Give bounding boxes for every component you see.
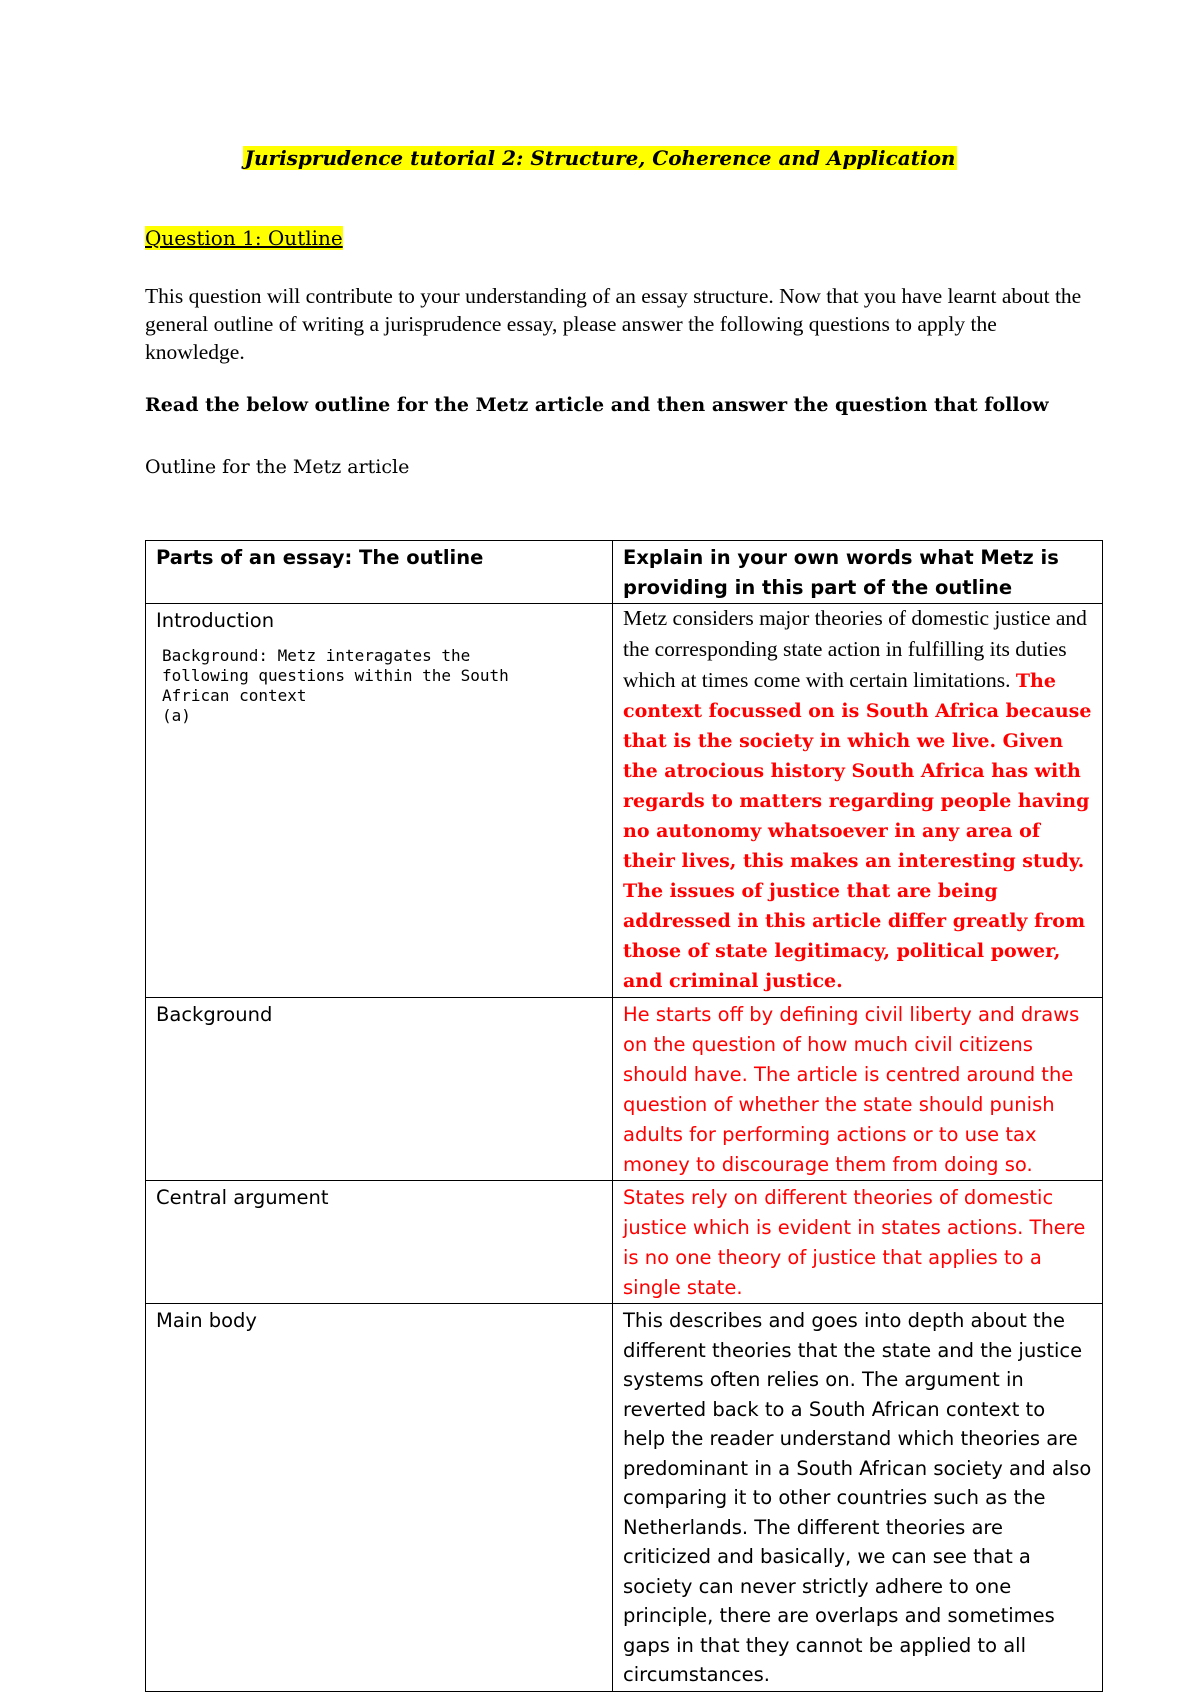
answer-text-black: Metz considers major theories of domestic justice and the corresponding state action in fulfilling its duties which at times come with certain limitations.: [623, 606, 1087, 692]
table-row: [146, 1304, 1103, 1692]
table-row: [146, 604, 1103, 998]
background-note: Background: Metz interagates the following questions within the South African context (a): [162, 646, 509, 725]
table-row: [146, 1181, 1103, 1304]
answer-text-red: States rely on different theories of domestic justice which is evident in states actions. There is no one theory of justice that applies to a single state.: [623, 1186, 1086, 1299]
document-title-text: Jurisprudence tutorial 2: Structure, Coherence and Application: [244, 146, 956, 170]
answer-text-black: This describes and goes into depth about the different theories that the state and the justice systems often relies on. The argument in reverted back to a South African context to help the reader understand which theories are predominant in a South African society and also comparing it to other countries such as the Netherlands. The different theories are criticized and basically, we can see that a society can never strictly adhere to one principle, there are overlaps and sometimes gaps in that they cannot be applied to all circumstances.: [623, 1309, 1092, 1686]
question-heading: [145, 226, 343, 250]
row-central-argument-answer: [613, 1181, 1103, 1304]
part-label: Central argument: [156, 1186, 329, 1209]
document-title: [0, 146, 1200, 170]
answer-text-red: He starts off by defining civil liberty and draws on the question of how much civil citizens should have. The article is centred around the question of whether the state should punish adults for performing actions or to use tax money to discourage them from doing so.: [623, 1003, 1080, 1176]
table-header-row: [146, 541, 1103, 604]
row-background-answer: [613, 998, 1103, 1181]
row-introduction-part: [146, 604, 613, 998]
row-central-argument-part: [146, 1181, 613, 1304]
outline-table: [145, 540, 1103, 1692]
outline-label: Outline for the Metz article: [145, 456, 410, 478]
question-heading-text: Question 1: Outline: [145, 226, 343, 250]
table-row: [146, 998, 1103, 1181]
part-label: Main body: [156, 1309, 257, 1332]
header-cell-explain: Explain in your own words what Metz is providing in this part of the outline: [613, 541, 1103, 604]
part-label: Introduction: [156, 609, 275, 632]
row-introduction-answer: [613, 604, 1103, 998]
row-main-body-part: [146, 1304, 613, 1692]
part-label: Background: [156, 1003, 273, 1026]
header-cell-parts: Parts of an essay: The outline: [146, 541, 613, 604]
row-main-body-answer: [613, 1304, 1103, 1692]
instruction-text: Read the below outline for the Metz article and then answer the question that follow: [145, 394, 1049, 416]
intro-paragraph: This question will contribute to your understanding of an essay structure. Now that you have learnt about the general outline of writing a jurisprudence essay, please answer the following questions to apply the knowledge.: [145, 284, 1082, 364]
row-background-part: [146, 998, 613, 1181]
answer-text-red: The context focussed on is South Africa because that is the society in which we live. Given the atrocious history South Africa has with regards to matters regarding people having no autonomy whatsoever in any area of their lives, this makes an interesting study. The issues of justice that are being addressed in this article differ greatly from those of state legitimacy, political power, and criminal justice.: [623, 670, 1092, 992]
